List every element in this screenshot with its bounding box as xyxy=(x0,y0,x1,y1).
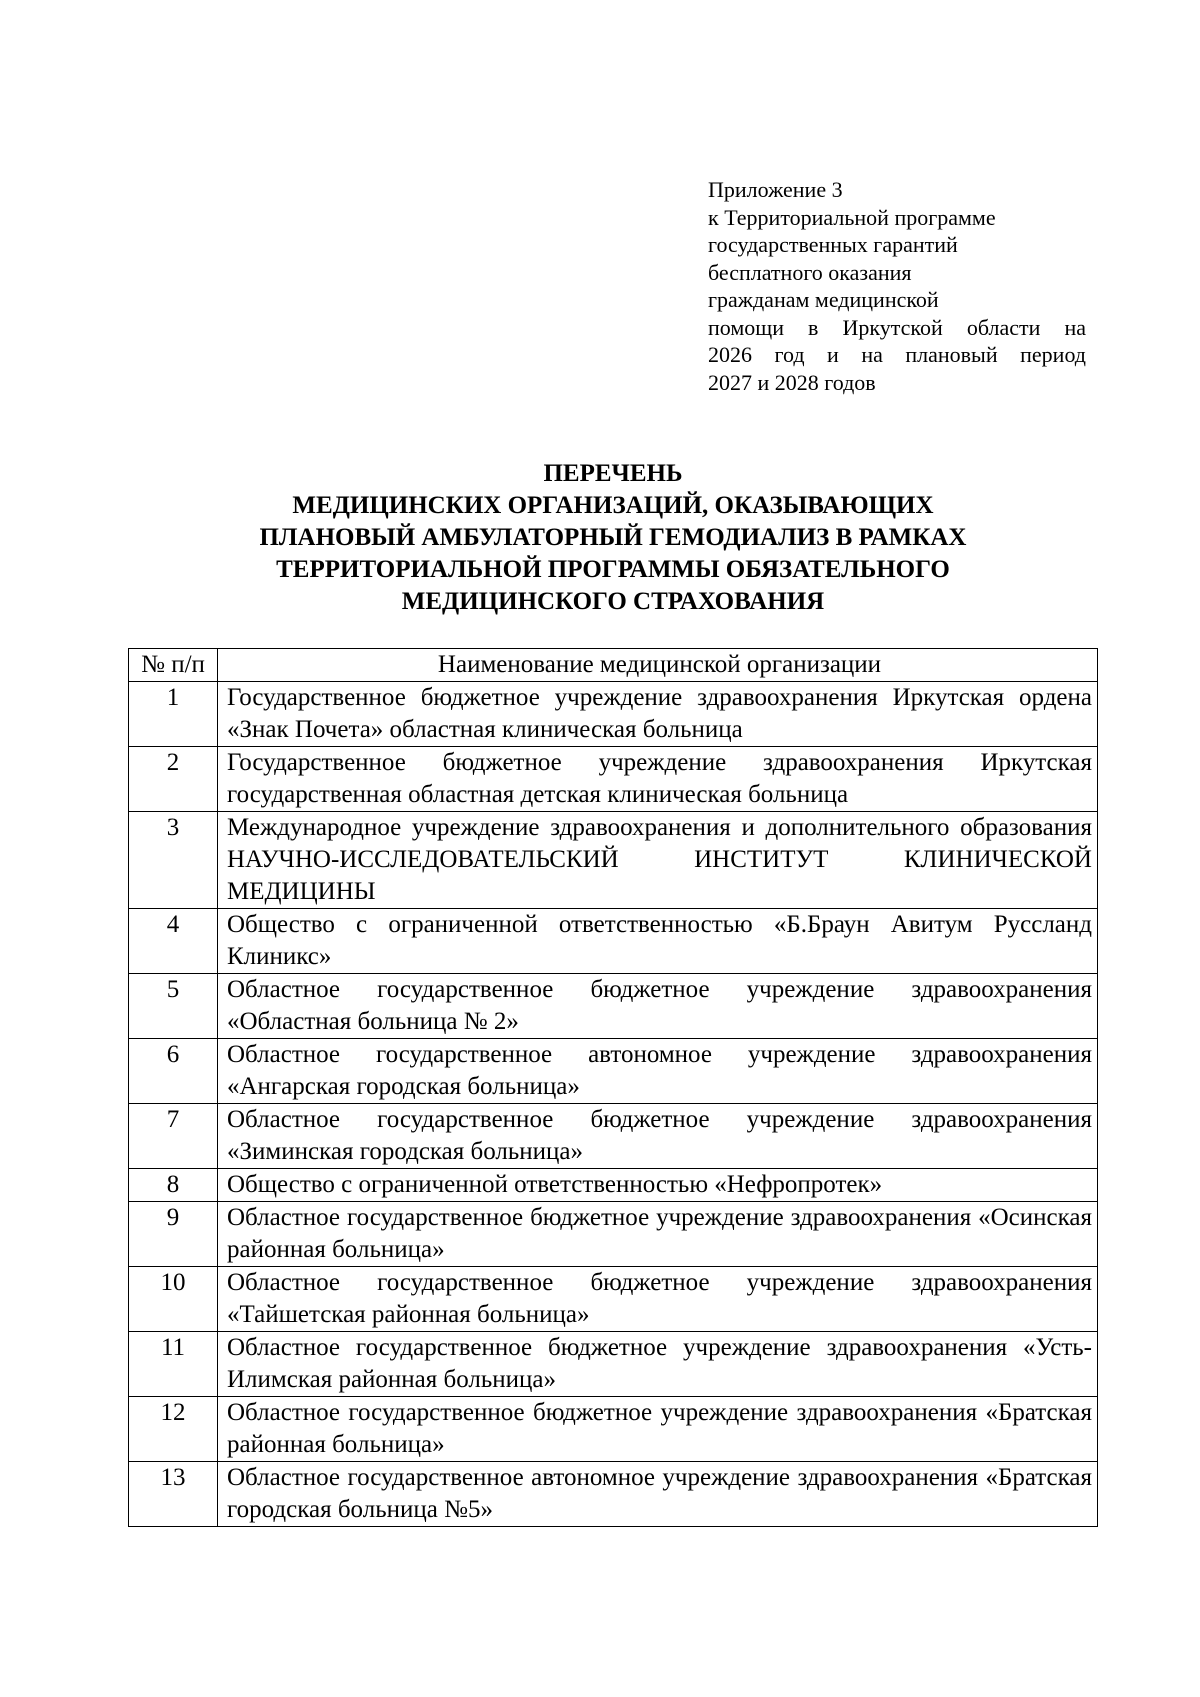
title-line: ТЕРРИТОРИАЛЬНОЙ ПРОГРАММЫ ОБЯЗАТЕЛЬНОГО xyxy=(276,556,950,583)
title-line: МЕДИЦИНСКИХ ОРГАНИЗАЦИЙ, ОКАЗЫВАЮЩИХ xyxy=(292,492,934,519)
appendix-header xyxy=(708,176,1086,396)
title-line: ПЕРЕЧЕНЬ xyxy=(543,460,683,487)
row-number: 9 xyxy=(129,1202,218,1267)
organization-name: Общество с ограниченной ответственностью «Нефропротек» xyxy=(218,1169,1098,1202)
row-number: 2 xyxy=(129,747,218,812)
organization-name: Областное государственное автономное учреждение здравоохранения «Ангарская городская больница» xyxy=(218,1039,1098,1104)
table-row xyxy=(129,1169,1098,1202)
document-title xyxy=(128,458,1098,618)
appendix-line: к Территориальной программе xyxy=(708,204,996,230)
column-header-number: № п/п xyxy=(129,649,218,682)
organization-name: Областное государственное бюджетное учреждение здравоохранения «Осинская районная больница» xyxy=(218,1202,1098,1267)
row-number: 6 xyxy=(129,1039,218,1104)
title-line: ПЛАНОВЫЙ АМБУЛАТОРНЫЙ ГЕМОДИАЛИЗ В РАМКАХ xyxy=(259,524,967,551)
organization-name: Областное государственное бюджетное учреждение здравоохранения «Усть-Илимская районная больница» xyxy=(218,1332,1098,1397)
organization-name: Государственное бюджетное учреждение здравоохранения Иркутская ордена «Знак Почета» областная клиническая больница xyxy=(218,682,1098,747)
table-row xyxy=(129,1397,1098,1462)
row-number: 5 xyxy=(129,974,218,1039)
row-number: 1 xyxy=(129,682,218,747)
table-header-row xyxy=(129,649,1098,682)
row-number: 13 xyxy=(129,1462,218,1527)
appendix-line: 2027 и 2028 годов xyxy=(708,369,876,395)
table-row xyxy=(129,1202,1098,1267)
row-number: 8 xyxy=(129,1169,218,1202)
table-row xyxy=(129,909,1098,974)
organization-name: Государственное бюджетное учреждение здравоохранения Иркутская государственная областная детская клиническая больница xyxy=(218,747,1098,812)
table-row xyxy=(129,747,1098,812)
table-body xyxy=(129,682,1098,1527)
appendix-line: бесплатного оказания xyxy=(708,259,912,285)
organization-name: Областное государственное автономное учреждение здравоохранения «Братская городская больница №5» xyxy=(218,1462,1098,1527)
organization-name: Областное государственное бюджетное учреждение здравоохранения «Тайшетская районная больница» xyxy=(218,1267,1098,1332)
appendix-line: 2026 год и на плановый период xyxy=(708,342,1086,367)
row-number: 7 xyxy=(129,1104,218,1169)
row-number: 12 xyxy=(129,1397,218,1462)
appendix-line: помощи в Иркутской области на xyxy=(708,314,1086,340)
column-header-name: Наименование медицинской организации xyxy=(218,649,1098,682)
title-line: МЕДИЦИНСКОГО СТРАХОВАНИЯ xyxy=(401,588,825,615)
table-row xyxy=(129,1039,1098,1104)
row-number: 4 xyxy=(129,909,218,974)
table-row xyxy=(129,1462,1098,1527)
table-row xyxy=(129,1104,1098,1169)
organization-name: Общество с ограниченной ответственностью «Б.Браун Авитум Руссланд Клиникс» xyxy=(218,909,1098,974)
table-row xyxy=(129,812,1098,909)
appendix-line: Приложение 3 xyxy=(708,177,843,202)
organization-name: Областное государственное бюджетное учреждение здравоохранения «Областная больница № 2» xyxy=(218,974,1098,1039)
appendix-line: государственных гарантий xyxy=(708,232,958,257)
organization-name: Областное государственное бюджетное учреждение здравоохранения «Братская районная больница» xyxy=(218,1397,1098,1462)
row-number: 11 xyxy=(129,1332,218,1397)
table-row xyxy=(129,974,1098,1039)
table-row xyxy=(129,1332,1098,1397)
appendix-line: гражданам медицинской xyxy=(708,287,939,312)
row-number: 3 xyxy=(129,812,218,909)
organization-name: Областное государственное бюджетное учреждение здравоохранения «Зиминская городская больница» xyxy=(218,1104,1098,1169)
organizations-table xyxy=(128,648,1098,1527)
table-row xyxy=(129,682,1098,747)
organization-name: Международное учреждение здравоохранения и дополнительного образования НАУЧНО-ИССЛЕДОВАТЕЛЬСКИЙ ИНСТИТУТ КЛИНИЧЕСКОЙ МЕДИЦИНЫ xyxy=(218,812,1098,909)
row-number: 10 xyxy=(129,1267,218,1332)
table-row xyxy=(129,1267,1098,1332)
